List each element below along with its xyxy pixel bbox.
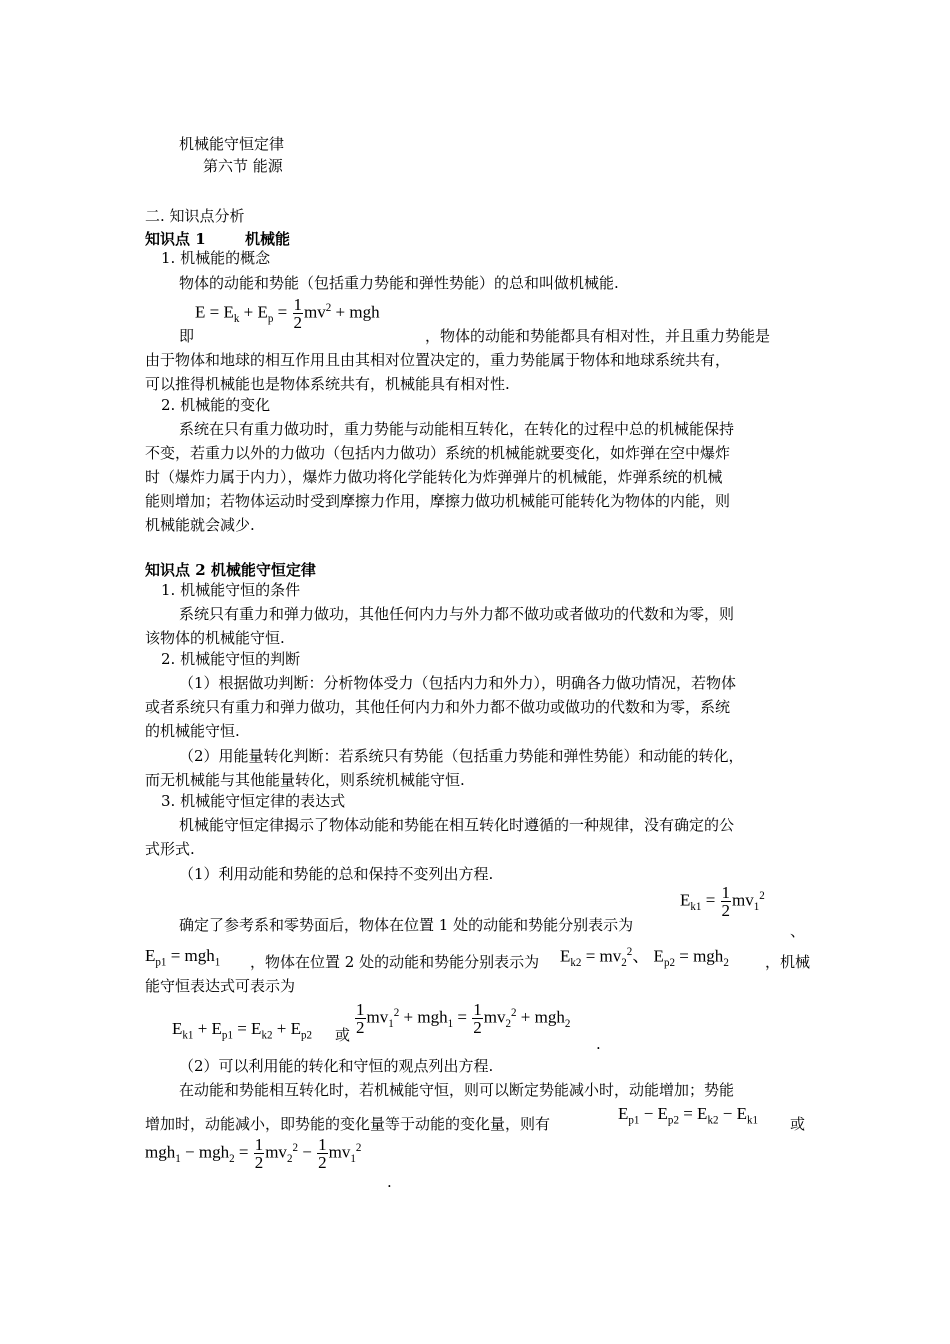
kp2-s3-m1: （1）利用动能和势能的总和保持不变列出方程. bbox=[179, 865, 494, 883]
kp2-s3-m1-or: 或 bbox=[335, 1026, 351, 1044]
kp2-s3-m1-text: 确定了参考系和零势面后，物体在位置 1 处的动能和势能分别表示为 bbox=[179, 916, 634, 934]
kp1-s2-l2: 不变，若重力以外的力做功（包括内力做功）系统的机械能就要变化，如炸弹在空中爆炸 bbox=[145, 444, 731, 462]
kp1-s1-l2: 由于物体和地球的相互作用且由其相对位置决定的，重力势能属于物体和地球系统共有， bbox=[145, 351, 731, 369]
kp1-s1-l1: ，物体的动能和势能都具有相对性，并且重力势能是 bbox=[425, 327, 771, 345]
kp2-s3-m1-end: . bbox=[596, 1035, 601, 1053]
kp2-s3-m2-or: 或 bbox=[790, 1115, 806, 1133]
kp2-s3-m1-t2: ，物体在位置 2 处的动能和势能分别表示为 bbox=[250, 953, 540, 971]
kp2-s2-b1: （2）用能量转化判断：若系统只有势能（包括重力势能和弹性势能）和动能的转化， bbox=[179, 747, 744, 765]
kp1-s1-p1: 物体的动能和势能（包括重力势能和弹性势能）的总和叫做机械能. bbox=[179, 274, 619, 292]
kp1-heading-name: 机械能 bbox=[245, 230, 291, 248]
kp2-s3-m1-dun: 、 bbox=[790, 922, 806, 940]
kp2-heading: 知识点 2 机械能守恒定律 bbox=[145, 561, 316, 579]
formula-mechanical-energy: $E = E_k + E_p$ = $\frac{1}{2}$ $mv^2$ + mgh bbox=[195, 295, 380, 332]
kp1-s2-l4: 能则增加；若物体运动时受到摩擦力作用，摩擦力做功机械能可能转化为物体的内能，则 bbox=[145, 492, 731, 510]
kp2-s2-a1: （1）根据做功判断：分析物体受力（包括内力和外力），明确各力做功情况，若物体 bbox=[179, 674, 737, 692]
kp2-s3-m2-l2: 增加时，动能减小，即势能的变化量等于动能的变化量，则有 bbox=[145, 1115, 551, 1133]
formula-conservation-1: $E_{k1} + E_{p1} = E_{k2} + E_{p2}$ bbox=[172, 1019, 313, 1042]
kp1-s2-title: 2. 机械能的变化 bbox=[161, 396, 271, 414]
kp1-s1-l3: 可以推得机械能也是物体系统共有，机械能具有相对性. bbox=[145, 375, 510, 393]
section-heading: 二. 知识点分析 bbox=[145, 207, 245, 225]
kp2-s2-b2: 而无机械能与其他能量转化，则系统机械能守恒. bbox=[145, 771, 465, 789]
doc-title: 机械能守恒定律 bbox=[179, 135, 285, 153]
kp2-s2-a2: 或者系统只有重力和弹力做功，其他任何内力和外力都不做功或做功的代数和为零，系统 bbox=[145, 698, 731, 716]
kp1-s2-l3: 时（爆炸力属于内力），爆炸力做功将化学能转化为炸弹弹片的机械能，炸弹系统的机械 bbox=[145, 468, 723, 486]
formula-ek1: $E_{k1}$ = $\frac{1}{2}$ $mv_1^2$ bbox=[680, 883, 765, 920]
kp1-ji: 即 bbox=[179, 327, 195, 345]
kp2-s3-m2-l1: 在动能和势能相互转化时，若机械能守恒，则可以断定势能减小时，动能增加；势能 bbox=[179, 1081, 735, 1099]
doc-subtitle: 第六节 能源 bbox=[203, 157, 283, 175]
kp2-s1-l1: 系统只有重力和弹力做功，其他任何内力与外力都不做功或者做功的代数和为零，则 bbox=[179, 605, 735, 623]
kp1-s1-title: 1. 机械能的概念 bbox=[161, 249, 271, 267]
kp2-s3-l2: 式形式. bbox=[145, 840, 195, 858]
kp1-s2-l5: 机械能就会减少. bbox=[145, 516, 255, 534]
kp2-s3-m1-t3: ，机械 bbox=[765, 953, 811, 971]
formula-ep1: $E_{p1} = mgh_1$ bbox=[145, 946, 221, 969]
kp2-s3-m2: （2）可以利用能的转化和守恒的观点列出方程. bbox=[179, 1057, 494, 1075]
kp2-s2-title: 2. 机械能守恒的判断 bbox=[161, 650, 301, 668]
formula-energy-change-2: mgh$_1$ − mgh$_2$ = $\frac{1}{2}$ $mv_2^2$ − $\frac{1}{2}$ $mv_1^2$ bbox=[145, 1135, 362, 1172]
kp2-s3-l1: 机械能守恒定律揭示了物体动能和势能在相互转化时遵循的一种规律，没有确定的公 bbox=[179, 816, 735, 834]
formula-energy-change-1: $E_{p1} - E_{p2} = E_{k2} - E_{k1}$ bbox=[618, 1104, 759, 1127]
kp1-s2-l1: 系统在只有重力做功时，重力势能与动能相互转化，在转化的过程中总的机械能保持 bbox=[179, 420, 735, 438]
kp2-s3-m2-end: . bbox=[387, 1173, 392, 1191]
kp1-heading-num: 知识点 1 bbox=[145, 230, 206, 248]
kp2-s1-title: 1. 机械能守恒的条件 bbox=[161, 581, 301, 599]
kp2-s1-l2: 该物体的机械能守恒. bbox=[145, 629, 285, 647]
kp2-s3-title: 3. 机械能守恒定律的表达式 bbox=[161, 792, 346, 810]
kp2-s3-m1-t4: 能守恒表达式可表示为 bbox=[145, 977, 296, 995]
formula-ek2-ep2: $E_{k2} = mv_2^2$、 $E_{p2} = mgh_2$ bbox=[560, 946, 729, 970]
kp2-s2-a3: 的机械能守恒. bbox=[145, 722, 240, 740]
formula-conservation-2: $\frac{1}{2}$ $mv_1^2 + mgh_1$ = $\frac{1}{2}$ $mv_2^2 + mgh_2$ bbox=[356, 1000, 571, 1037]
